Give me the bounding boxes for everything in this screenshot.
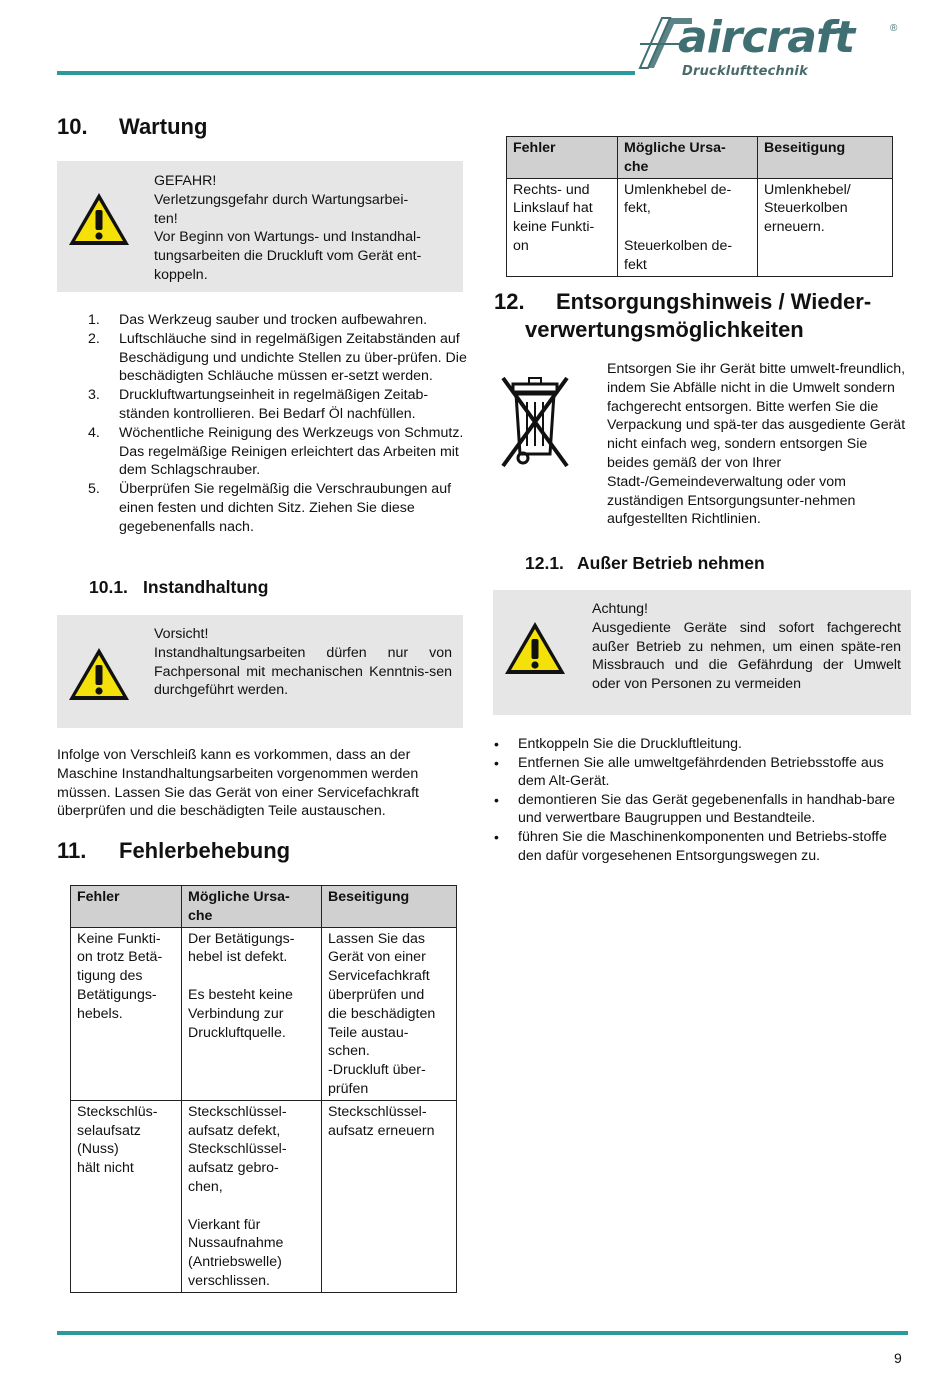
crossed-out-wheelie-bin-icon [499, 374, 571, 470]
maintenance-paragraph [57, 746, 465, 821]
column-header: Beseitigung [758, 137, 893, 179]
warning-line: Verletzungsgefahr durch Wartungsarbei- [154, 191, 409, 208]
section-number: 10.1. [89, 577, 128, 597]
table-cell: Keine Funkti- on trotz Betä- tigung des Betätigungs- hebels. [71, 927, 182, 1100]
section-11-heading [57, 838, 290, 864]
section-title-line: verwertungsmöglichkeiten [525, 317, 804, 342]
section-number: 12.1. [525, 553, 564, 573]
decommission-bullets [494, 735, 910, 865]
section-title: Wartung [119, 114, 208, 139]
section-12-heading [494, 288, 914, 344]
column-header: Beseitigung [322, 886, 457, 928]
column-header: Mögliche Ursa- che [618, 137, 758, 179]
table-row [507, 178, 893, 276]
disposal-paragraph [607, 360, 911, 529]
step-text: Wöchentliche Reinigung des Werkzeugs von Schmutz. Das regelmäßige Reinigen erleichtert das Arbeiten mit dem Schlagschrauber. [119, 424, 464, 479]
section-10-heading [57, 114, 207, 140]
step-number: 4. [88, 424, 100, 441]
step-number: 5. [88, 481, 100, 498]
warning-line: Vor Beginn von Wartungs- und Instandhal- [154, 229, 421, 246]
step-text: Druckluftwartungseinheit in regelmäßigen Zeitab-ständen kontrollieren. Bei Bedarf Öl nachfüllen. [119, 387, 429, 422]
column-header: Fehler [71, 886, 182, 928]
section-10-1-heading [89, 576, 268, 598]
table-cell: Umlenkhebel/ Steuerkolben erneuern. [758, 178, 893, 276]
troubleshooting-table-continued [506, 136, 893, 277]
column-header: Fehler [507, 137, 618, 179]
warning-triangle-icon [503, 620, 567, 676]
section-title-line: Entsorgungshinweis / Wieder- [556, 289, 872, 314]
header-rule [57, 71, 635, 75]
logo-registered-mark: ® [890, 23, 898, 34]
step-number: 2. [88, 330, 100, 347]
warning-label: GEFAHR! [154, 173, 217, 189]
logo-subtitle: Drucklufttechnik [682, 64, 808, 79]
table-row [71, 1100, 457, 1292]
troubleshooting-table [70, 885, 457, 1293]
footer-rule [57, 1331, 908, 1335]
table-header-row [71, 886, 457, 928]
warning-line: koppeln. [154, 266, 208, 283]
step-text: Das Werkzeug sauber und trocken aufbewahren. [119, 312, 428, 328]
paragraph-text: Infolge von Verschleiß kann es vorkommen, dass an der Maschine Instandhaltungsarbeiten vorgenommen werden müssen. Lassen Sie das Gerät von einer Servicefachkraft überprüfen und die beschädigten Teile austauschen. [57, 747, 419, 820]
maintenance-steps [57, 311, 475, 537]
step-number: 3. [88, 387, 100, 404]
section-title: Fehlerbehebung [119, 838, 291, 863]
paragraph-text: Entsorgen Sie ihr Gerät bitte umwelt-freundlich, indem Sie Abfälle nicht in die Umwelt sondern fachgerecht entsorgen. Bitte werfen Sie die Verpackung und spä-ter das ausgediente Gerät nicht einfach weg, sondern entsorgen Sie beides gemäß der von Ihrer Stadt-/Gemeindeverwaltung oder vom zuständigen Entsorgungsunter-nehmen aufgestellten Richtlinien. [607, 361, 906, 528]
list-item: • Entfernen Sie alle umweltgefährdenden Betriebsstoffe aus dem Alt-Gerät. [494, 754, 910, 791]
section-12-1-heading [525, 552, 765, 574]
table-cell: Steckschlüssel- aufsatz defekt, Steckschlüssel- aufsatz gebro- chen, Vierkant für Nussaufnahme (Antriebswelle) verschlissen. [182, 1100, 322, 1292]
table-cell: Steckschlüssel- aufsatz erneuern [322, 1100, 457, 1292]
column-header: Mögliche Ursa- che [182, 886, 322, 928]
caution-warning-text [154, 625, 452, 700]
step-text: Luftschläuche sind in regelmäßigen Zeitabständen auf Beschädigung und undichte Stellen zu über-prüfen. Die beschädigten Schläuche müssen er-setzt werden. [119, 330, 467, 385]
step-number: 1. [88, 312, 100, 328]
warning-triangle-icon [67, 191, 131, 247]
section-number: 10. [57, 114, 88, 139]
section-title: Außer Betrieb nehmen [577, 553, 765, 573]
list-item [57, 330, 475, 386]
list-item [57, 424, 475, 480]
table-cell: Der Betätigungs- hebel ist defekt. Es besteht keine Verbindung zur Druckluftquelle. [182, 927, 322, 1100]
section-title: Instandhaltung [143, 577, 269, 597]
warning-body: Ausgediente Geräte sind sofort fachgerecht außer Betrieb zu nehmen, um einen späte-ren Missbrauch und die Gefährdung der Umwelt oder von Personen zu vermeiden [592, 619, 901, 693]
table-row [71, 927, 457, 1100]
caution-warning-box [57, 615, 463, 728]
warning-line: tungsarbeiten die Druckluft vom Gerät ent- [154, 248, 422, 265]
list-item: • führen Sie die Maschinenkomponenten und Betriebs-stoffe den dafür vorgesehenen Entsorgungswegen zu. [494, 828, 910, 865]
attention-warning-box [493, 590, 911, 715]
aircraft-logo [636, 14, 906, 86]
warning-label: Vorsicht! [154, 626, 209, 642]
table-cell: Rechts- und Linkslauf hat keine Funkti- on [507, 178, 618, 276]
page-number: 9 [894, 1350, 902, 1366]
warning-triangle-icon [67, 646, 131, 702]
danger-warning-text [154, 172, 454, 285]
table-cell: Umlenkhebel de- fekt, Steuerkolben de- fekt [618, 178, 758, 276]
logo-word: aircraft [678, 12, 855, 63]
warning-label: Achtung! [592, 601, 649, 617]
table-cell: Lassen Sie das Gerät von einer Servicefachkraft überprüfen und die beschädigten Teile austau- schen. -Druckluft über- prüfen [322, 927, 457, 1100]
list-item [57, 386, 475, 424]
attention-warning-text [592, 600, 901, 694]
list-item: • demontieren Sie das Gerät gegebenenfalls in handhab-bare und verwertbare Baugruppen und Bestandteile. [494, 791, 910, 828]
table-header-row [507, 137, 893, 179]
list-item [57, 480, 475, 536]
step-text: Überprüfen Sie regelmäßig die Verschraubungen auf einen festen und dichten Sitz. Ziehen Sie diese gegebenenfalls nach. [119, 481, 452, 535]
warning-line: ten! [154, 210, 178, 227]
danger-warning-box [57, 161, 463, 292]
warning-body: Instandhaltungsarbeiten dürfen nur von Fachpersonal mit mechanischen Kenntnis-sen durchgeführt werden. [154, 644, 452, 699]
list-item: • Entkoppeln Sie die Druckluftleitung. [494, 735, 910, 754]
list-item [57, 311, 475, 330]
table-cell: Steckschlüs- selaufsatz (Nuss) hält nicht [71, 1100, 182, 1292]
section-number: 11. [57, 838, 87, 863]
section-number: 12. [494, 289, 525, 314]
